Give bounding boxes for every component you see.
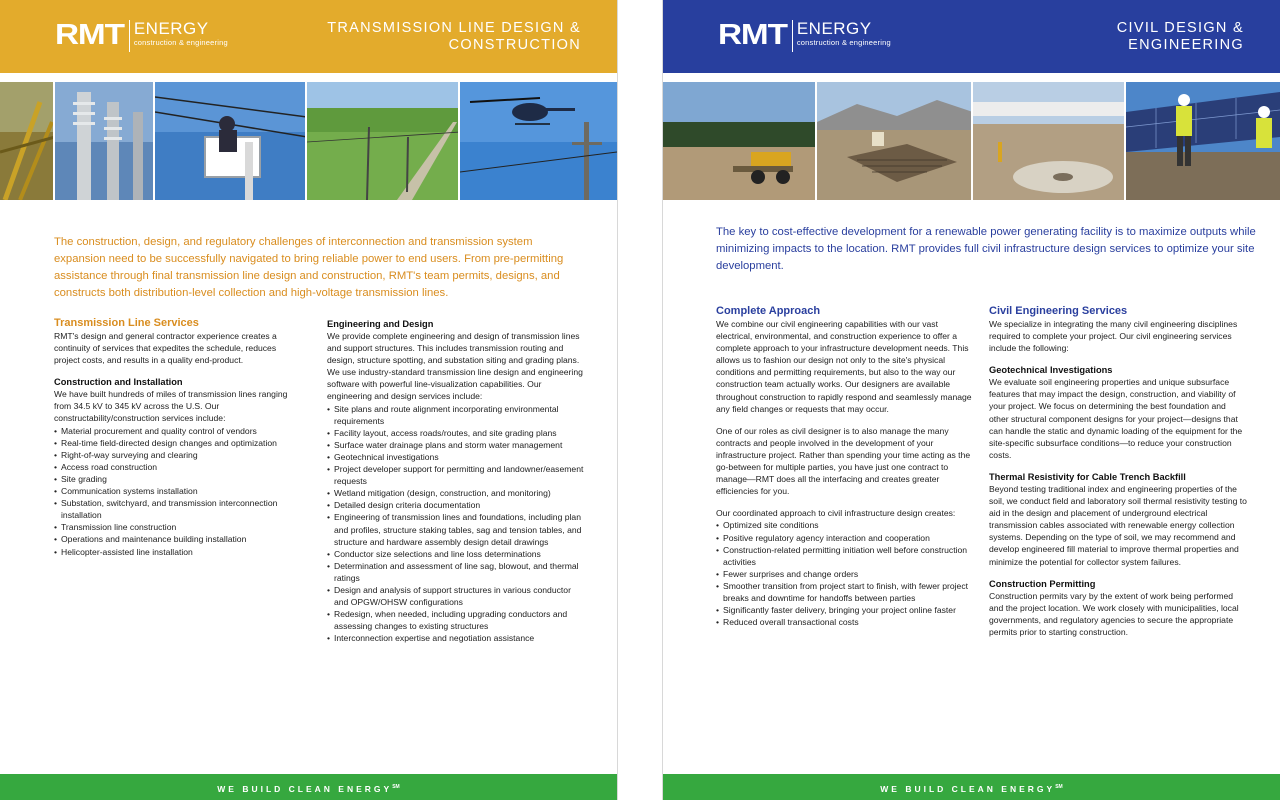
- brochure-page-civil: [662, 0, 1280, 800]
- list-item: • Engineering of transmission lines and foundations, including plan and profiles, structure staking tables, sag and tension tables, and structure and hardware assembly design detail drawings: [327, 511, 585, 547]
- list-item: • Material procurement and quality control of vendors: [54, 425, 294, 437]
- list-item: • Redesign, when needed, including upgrading conductors and assessing changes to existing structures: [327, 608, 585, 632]
- list-item: • Fewer surprises and change orders: [716, 568, 974, 580]
- footer-tagline: WE BUILD CLEAN ENERGY℠: [0, 774, 617, 800]
- list-item: • Construction-related permitting initiation well before construction activities: [716, 544, 974, 568]
- list-item: • Site grading: [54, 473, 294, 485]
- photo-strip: [663, 82, 1280, 200]
- column-transmission-services: Transmission Line Services RMT's design and general contractor experience creates a continuity of services that expedites the schedule, reduces project costs, and results in a quality end-product. Construction and Installation We have built hundreds of miles of transmission lines ranging from 34.5 kV to 345 kV across the U.S. Our constructability/construction services include: • Material procurement and quality control of vendors • Real-time field-directed design changes and optimization • Right-of-way surveying and clearing • Access road construction • Site grading • Communication systems installation • Substation, switchyard, and transmission interconnection installation • Transmission line construction • Operations and maintenance building installation • Helicopter-assisted line installation: [54, 316, 294, 558]
- list-item: • Conductor size selections and line loss determinations: [327, 548, 585, 560]
- list-item: • Design and analysis of support structures in various conductor and OPGW/OHSW configurations: [327, 584, 585, 608]
- insulator-photo: [0, 82, 55, 200]
- brochure-page-transmission: [0, 0, 618, 800]
- intro-paragraph: The key to cost-effective development for a renewable power generating facility is to maximize outputs while minimizing impacts to the location. RMT provides full civil infrastructure design services to optimize your site development.: [716, 226, 1256, 272]
- page-title: TRANSMISSION LINE DESIGN & CONSTRUCTION: [327, 20, 581, 53]
- list-item: • Surface water drainage plans and storm water management: [327, 439, 585, 451]
- list-item: • Operations and maintenance building installation: [54, 533, 294, 545]
- subsection-title: Geotechnical Investigations: [989, 365, 1113, 376]
- list-item: • Wetland mitigation (design, construction, and monitoring): [327, 487, 585, 499]
- list-item: • Reduced overall transactional costs: [716, 616, 974, 628]
- lineman-bucket-photo: [155, 82, 307, 200]
- section-title: Transmission Line Services: [54, 317, 199, 329]
- list-item: • Helicopter-assisted line installation: [54, 546, 294, 558]
- list-item: • Interconnection expertise and negotiation assistance: [327, 632, 585, 644]
- list-item: • Communication systems installation: [54, 485, 294, 497]
- list-item: • Significantly faster delivery, bringing your project online faster: [716, 604, 974, 616]
- column-civil-services: Civil Engineering Services We specialize in integrating the many civil engineering disciplines required to complete your project. Our civil engineering services include the following: Geotechnical Investigations We evaluate soil engineering properties and unique subsurface features that may impact the design, construction, and viability of your project. We focus on determining the best foundation and other structural component designs for your project—designs that can handle the static and dynamic loading of the equipment for the site-specific subsurface conditions—to reduce your construction costs. Thermal Resistivity for Cable Trench Backfill Beyond testing traditional index and engineering properties of the soil, we conduct field and laboratory soil thermal resistivity testing to aid in the design and placement of underground electrical transmission cables associated with renewable energy collection systems. Depending on the type of soil, we may recommend and develop engineered fill material to improve thermal properties and minimize the potential for collector system failures. Construction Permitting Construction permits vary by the extent of work being performed and the project location. We work closely with municipalities, local governments, and regulatory agencies to secure the appropriate permits prior to starting construction.: [989, 305, 1247, 637]
- list-item: • Optimized site conditions: [716, 519, 974, 531]
- rmt-energy-logo: RMT ENERGY construction & engineering: [55, 19, 228, 51]
- list-item: • Project developer support for permitting and landowner/easement requests: [327, 463, 585, 487]
- turbine-foundation-photo: [973, 82, 1127, 200]
- list-item: • Determination and assessment of line sag, blowout, and thermal ratings: [327, 560, 585, 584]
- list-item: • Geotechnical investigations: [327, 451, 585, 463]
- bullet-list: [54, 425, 294, 558]
- list-item: • Detailed design criteria documentation: [327, 499, 585, 511]
- intro-paragraph: The construction, design, and regulatory challenges of interconnection and transmission system expansion need to be successfully navigated to bring reliable power to end users. From pre-permitting assistance through final transmission line design and construction, RMT's team permits, designs, and constructs both distribution-level collection and high-voltage transmission lines.: [54, 236, 564, 299]
- column-engineering-design: Engineering and Design We provide complete engineering and design of transmission lines and support structures. This includes transmission routing and design, structure spotting, and substation siting and grading plans. We use industry-standard transmission line design and engineering software with powerful line-visualization capabilities. Our engineering and design services include: • Site plans and route alignment incorporating environmental requirements • Facility layout, access roads/routes, and site grading plans • Surface water drainage plans and storm water management • Geotechnical investigations • Project developer support for permitting and landowner/easement requests • Wetland mitigation (design, construction, and monitoring) • Detailed design criteria documentation • Engineering of transmission lines and foundations, including plan and profiles, structure staking tables, sag and tension tables, and structure and hardware assembly design detail drawings • Conductor size selections and line loss determinations • Determination and assessment of line sag, blowout, and thermal ratings • Design and analysis of support structures in various conductor and OPGW/OHSW configurations • Redesign, when needed, including upgrading conductors and assessing changes to existing structures • Interconnection expertise and negotiation assistance: [327, 318, 585, 644]
- list-item: • Positive regulatory agency interaction and cooperation: [716, 532, 974, 544]
- list-item: • Access road construction: [54, 461, 294, 473]
- section-title: Complete Approach: [716, 305, 821, 317]
- page-title: CIVIL DESIGN & ENGINEERING: [1116, 20, 1244, 53]
- page-header: [0, 0, 617, 73]
- list-item: • Transmission line construction: [54, 521, 294, 533]
- section-title: Civil Engineering Services: [989, 305, 1128, 317]
- foundation-rebar-photo: [817, 82, 973, 200]
- page-header: [663, 0, 1280, 73]
- solar-workers-photo: [1126, 82, 1280, 200]
- bullet-list: [327, 403, 585, 645]
- list-item: • Site plans and route alignment incorporating environmental requirements: [327, 403, 585, 427]
- grader-photo: [663, 82, 817, 200]
- subsection-title: Construction Permitting: [989, 578, 1096, 589]
- list-item: • Real-time field-directed design changes and optimization: [54, 437, 294, 449]
- list-item: • Smoother transition from project start to finish, with fewer project breaks and downtime for handoffs between parties: [716, 580, 974, 604]
- subsection-title: Construction and Installation: [54, 377, 183, 388]
- list-item: • Right-of-way surveying and clearing: [54, 449, 294, 461]
- helicopter-photo: [460, 82, 617, 200]
- subsection-title: Engineering and Design: [327, 319, 434, 329]
- subsection-title: Thermal Resistivity for Cable Trench Backfill: [989, 471, 1186, 482]
- photo-strip: [0, 82, 617, 200]
- column-complete-approach: Complete Approach We combine our civil engineering capabilities with our vast electrical, environmental, and construction experience to offer a complete approach to your infrastructure development needs. This allows us to fashion our design not only to the site's physical conditions and permitting requirements, but also to the way our construction team actually works. Our designers are available throughout construction to rapidly respond and seamlessly manage any field changes or requests that may occur. One of our roles as civil designer is to also manage the many contracts and people involved in the development of your infrastructure project. Rather than spending your time acting as the go-between for multiple parties, you have just one contract to manage—RMT does all the interfacing and creates greater efficiencies for you. Our coordinated approach to civil infrastructure design creates: • Optimized site conditions • Positive regulatory agency interaction and cooperation • Construction-related permitting initiation well before construction activities • Fewer surprises and change orders • Smoother transition from project start to finish, with fewer project breaks and downtime for handoffs between parties • Significantly faster delivery, bringing your project online faster • Reduced overall transactional costs: [716, 304, 974, 628]
- bushing-photo: [55, 82, 155, 200]
- list-item: • Substation, switchyard, and transmission interconnection installation: [54, 497, 294, 521]
- rmt-energy-logo: RMT ENERGY construction & engineering: [718, 19, 891, 51]
- footer-tagline: WE BUILD CLEAN ENERGY℠: [663, 774, 1280, 800]
- bullet-list: [716, 519, 974, 628]
- field-line-photo: [307, 82, 461, 200]
- list-item: • Facility layout, access roads/routes, and site grading plans: [327, 427, 585, 439]
